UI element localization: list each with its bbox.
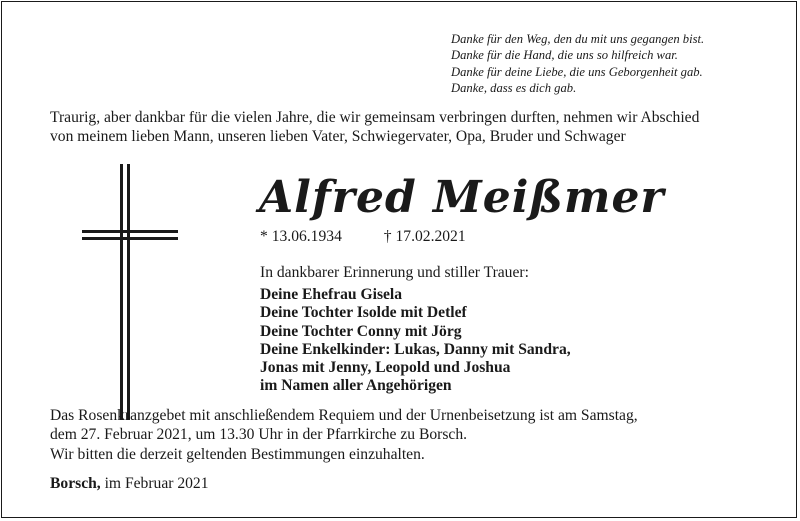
deceased-name: Alfred Meißmer [259,172,665,223]
place-town: Borsch, [50,475,101,492]
birth-date: * 13.06.1934 [260,228,342,245]
regulations-notice: Wir bitten die derzeit geltenden Bestimmungen einzuhalten. [50,446,425,463]
mourner-line: Deine Ehefrau Gisela [260,286,403,303]
mourner-line: Deine Enkelkinder: Lukas, Danny mit Sandra, [260,340,571,358]
poem-line: Danke für deine Liebe, die uns Geborgenheit gab. [451,64,703,79]
poem [451,31,791,96]
mourner-line: Deine Tochter Conny mit Jörg [260,322,462,340]
poem-line: Danke für den Weg, den du mit uns gegangen bist. [451,32,705,46]
service-line: dem 27. Februar 2021, um 13.30 Uhr in der Pfarrkirche zu Borsch. [50,426,468,443]
place-and-date [50,474,209,493]
intro-text [50,108,790,146]
service-info [50,406,790,444]
obituary-card [1,1,797,518]
life-dates [260,227,466,246]
intro-line: von meinem lieben Mann, unseren lieben Vater, Schwiegervater, Opa, Bruder und Schwager [50,128,626,145]
mourners-list [260,286,571,396]
mourner-line: im Namen aller Angehörigen [260,377,452,395]
cross-icon [82,162,182,422]
death-date: † 17.02.2021 [383,228,466,245]
poem-line: Danke für die Hand, die uns so hilfreich war. [451,48,678,63]
remembrance-line: In dankbarer Erinnerung und stiller Trauer: [260,264,529,281]
poem-line: Danke, dass es dich gab. [451,80,577,95]
place-date: im Februar 2021 [100,475,209,492]
service-line: Das Rosenkranzgebet mit anschließendem Requiem und der Urnenbeisetzung ist am Samstag, [50,407,638,424]
mourner-line: Jonas mit Jenny, Leopold und Joshua [260,359,511,377]
mourner-line: Deine Tochter Isolde mit Detlef [260,304,467,322]
intro-line: Traurig, aber dankbar für die vielen Jahre, die wir gemeinsam verbringen durften, nehmen wir Abschied [50,109,700,126]
